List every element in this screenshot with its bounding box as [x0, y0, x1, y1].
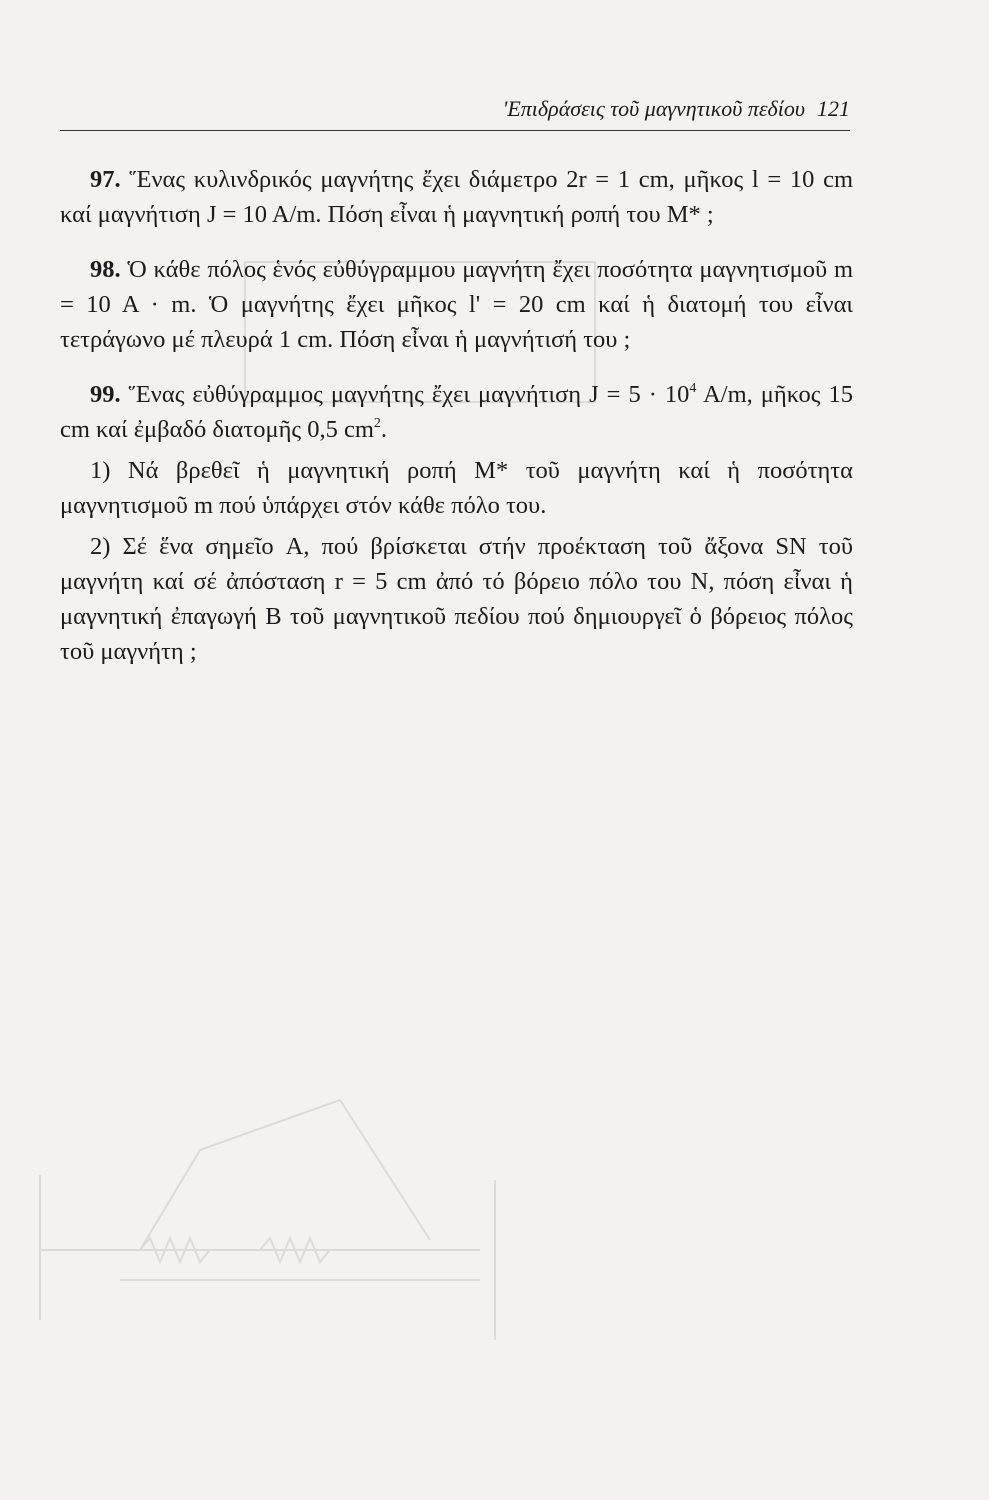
- problem-97: [60, 162, 853, 232]
- problem-number: 99.: [90, 381, 121, 408]
- problem-number: 97.: [90, 166, 121, 193]
- problem-98: [60, 252, 853, 357]
- problem-99-statement: [60, 377, 853, 447]
- exponent: 2: [373, 415, 381, 431]
- problem-99-part-2: 2) Σέ ἕνα σημεῖο A, πού βρίσκεται στήν προέκταση τοῦ ἄξονα SN τοῦ μαγνήτη καί σέ ἀπόσταση r = 5 cm ἀπό τό βόρειο πόλο του N, πόση εἶναι ἡ μαγνητική ἐπαγωγή B τοῦ μαγνητικοῦ πεδίου πού δημιουργεῖ ὁ βόρειος πόλος τοῦ μαγνήτη ;: [60, 533, 853, 665]
- page-number: 121: [817, 96, 850, 121]
- problem-number: 98.: [90, 256, 121, 283]
- problem-99: [60, 377, 853, 669]
- problem-text: Ὁ κάθε πόλος ἑνός εὐθύγραμμου μαγνήτη ἔχει ποσότητα μαγνητισμοῦ m = 10 A · m. Ὁ μαγνήτης ἔχει μῆκος l' = 20 cm καί ἡ διατομή του εἶναι τετράγωνο μέ πλευρά 1 cm. Πόση εἶναι ἡ μαγνήτισή του ;: [60, 256, 854, 353]
- problem-text-continued: A/m, μῆκος 15 cm καί ἐμβαδό διατομῆς 0,5 cm: [60, 381, 853, 443]
- problems-section: [60, 162, 853, 669]
- problem-text: Ἕνας εὐθύγραμμος μαγνήτης ἔχει μαγνήτιση J = 5 · 10: [128, 381, 690, 408]
- problem-text: Ἕνας κυλινδρικός μαγνήτης ἔχει διάμετρο 2r = 1 cm, μῆκος l = 10 cm καί μαγνήτιση J = 10 A/m. Πόση εἶναι ἡ μαγνητική ροπή του M* ;: [60, 166, 854, 228]
- running-head-title: 'Επιδράσεις τοῦ μαγνητικοῦ πεδίου: [502, 96, 805, 121]
- problem-99-part-1: 1) Νά βρεθεῖ ἡ μαγνητική ροπή M* τοῦ μαγνήτη καί ἡ ποσότητα μαγνητισμοῦ m πού ὑπάρχει στόν κάθε πόλο του.: [60, 457, 853, 519]
- running-head: [60, 96, 850, 122]
- exponent: 4: [689, 380, 697, 396]
- problem-text-end: .: [380, 416, 388, 443]
- header-rule: [60, 130, 850, 131]
